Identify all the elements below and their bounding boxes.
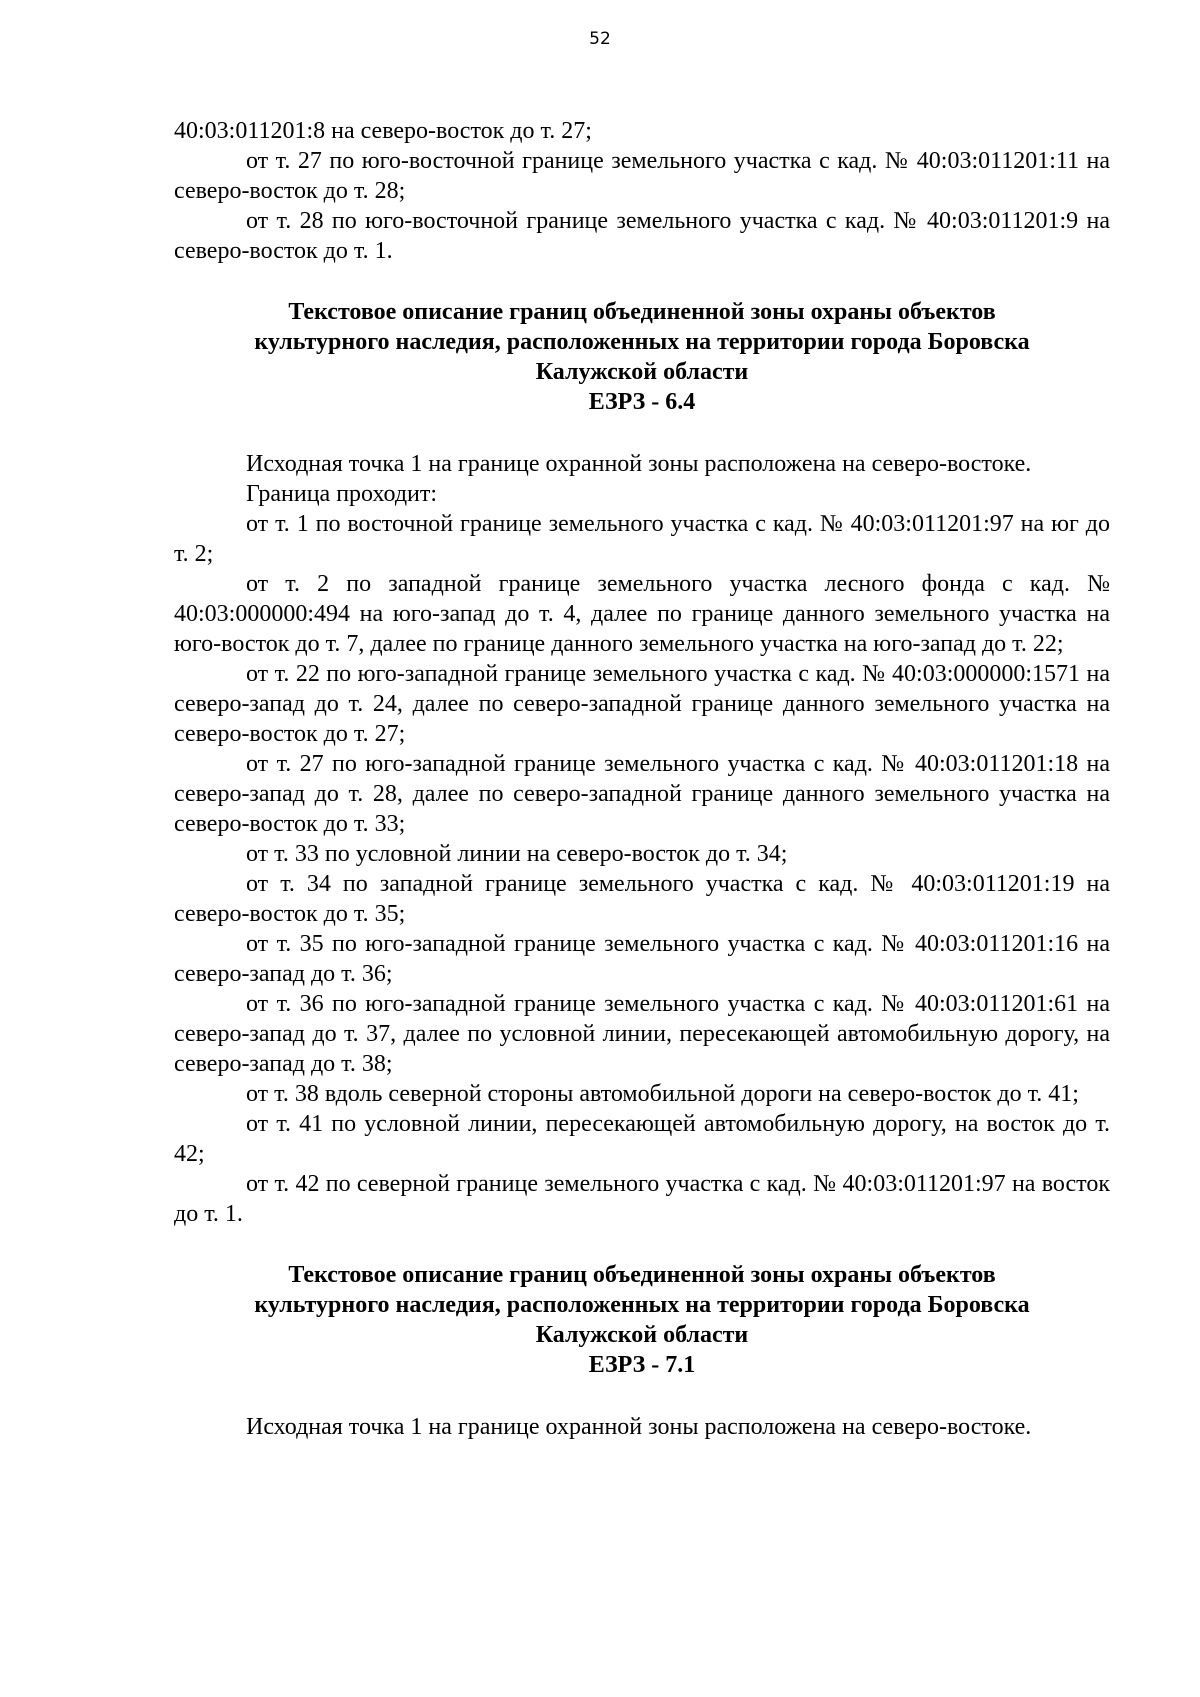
boundary-segment: от т. 33 по условной линии на северо-восток до т. 34;: [246, 841, 788, 867]
boundary-segment: от т. 36 по юго-западной границе земельного участка с кад. № 40:03:011201:61 на северо-запад до т. 37, далее по условной линии, пересекающей автомобильную дорогу, на северо-запад до т. 38;: [174, 991, 1110, 1077]
boundary-segment: от т. 1 по восточной границе земельного участка с кад. № 40:03:011201:97 на юг до т. 2;: [174, 511, 1110, 567]
continuation-line: 40:03:011201:8 на северо-восток до т. 27;: [174, 118, 592, 144]
boundary-segment: от т. 41 по условной линии, пересекающей автомобильную дорогу, на восток до т. 42;: [174, 1111, 1110, 1167]
boundary-segment: от т. 35 по юго-западной границе земельного участка с кад. № 40:03:011201:16 на северо-запад до т. 36;: [174, 931, 1110, 987]
boundary-segment: от т. 2 по западной границе земельного участка лесного фонда с кад. № 40:03:000000:494 на юго-запад до т. 4, далее по границе данного земельного участка на юго-восток до т. 7, далее по границе данного земельного участка на юго-запад до т. 22;: [174, 571, 1110, 657]
heading-line: Текстовое описание границ объединенной зоны охраны объектов: [288, 1262, 996, 1288]
boundary-segment: от т. 38 вдоль северной стороны автомобильной дороги на северо-восток до т. 41;: [246, 1081, 1079, 1107]
zone-code: ЕЗРЗ - 6.4: [588, 389, 696, 415]
boundary-label: Граница проходит:: [246, 481, 438, 507]
boundary-segment: от т. 22 по юго-западной границе земельного участка с кад. № 40:03:000000:1571 на северо-запад до т. 24, далее по северо-западной границе данного земельного участка на северо-восток до т. 27;: [174, 661, 1110, 747]
heading-line: культурного наследия, расположенных на территории города Боровска: [254, 329, 1030, 355]
continuation-line: от т. 28 по юго-восточной границе земельного участка с кад. № 40:03:011201:9 на северо-восток до т. 1.: [174, 208, 1110, 264]
page-number: 52: [589, 29, 611, 49]
heading-line: Текстовое описание границ объединенной зоны охраны объектов: [288, 299, 996, 325]
continuation-line: от т. 27 по юго-восточной границе земельного участка с кад. № 40:03:011201:11 на северо-восток до т. 28;: [174, 148, 1110, 204]
boundary-segment: от т. 34 по западной границе земельного участка с кад. № 40:03:011201:19 на северо-восток до т. 35;: [174, 871, 1110, 927]
heading-line: культурного наследия, расположенных на территории города Боровска: [254, 1292, 1030, 1318]
boundary-segment: от т. 42 по северной границе земельного участка с кад. № 40:03:011201:97 на восток до т. 1.: [174, 1171, 1110, 1227]
heading-line: Калужской области: [535, 1322, 749, 1348]
zone-code: ЕЗРЗ - 7.1: [588, 1352, 696, 1378]
heading-line: Калужской области: [535, 359, 749, 385]
document-body: [174, 116, 1110, 1442]
section-heading-6-4: [174, 297, 1110, 417]
start-point-paragraph: Исходная точка 1 на границе охранной зоны расположена на северо-востоке.: [246, 1414, 1032, 1440]
boundary-segment: от т. 27 по юго-западной границе земельного участка с кад. № 40:03:011201:18 на северо-запад до т. 28, далее по северо-западной границе данного земельного участка на северо-восток до т. 33;: [174, 751, 1110, 837]
section-heading-7-1: [174, 1260, 1110, 1380]
start-point-paragraph: Исходная точка 1 на границе охранной зоны расположена на северо-востоке.: [246, 451, 1032, 477]
